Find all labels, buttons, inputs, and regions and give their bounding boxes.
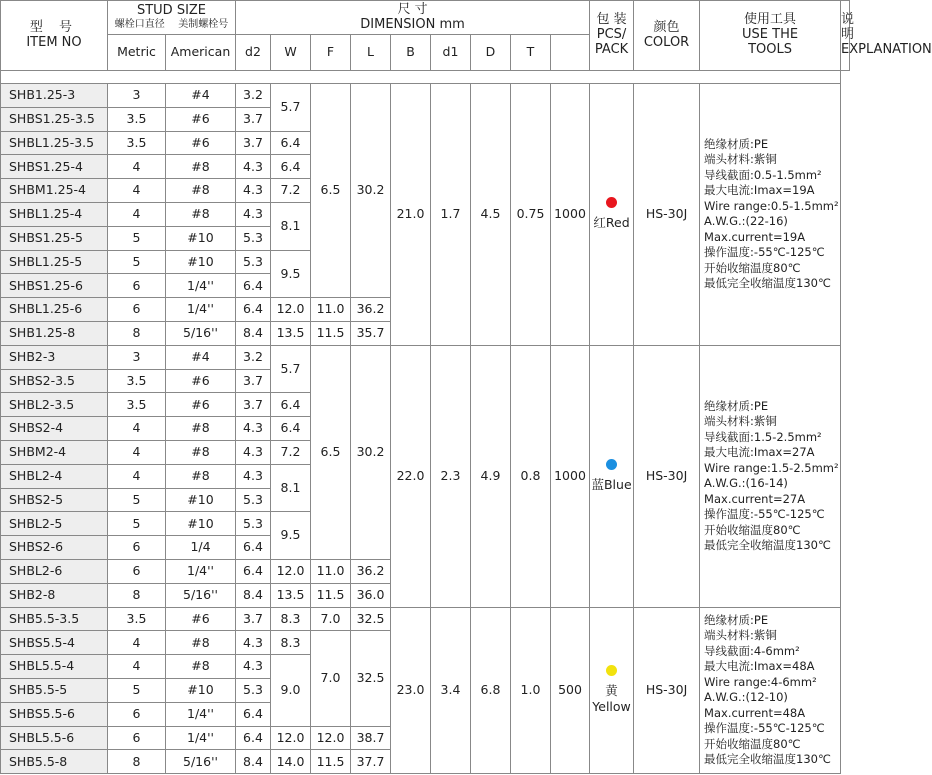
metric: 3.5 <box>108 607 166 631</box>
f-value: 11.5 <box>311 321 351 345</box>
col-tools <box>700 1 841 71</box>
t-value: 1.0 <box>511 607 551 774</box>
tool-value: HS-30J <box>634 345 700 607</box>
stud-american-zh: 美制螺栓号 <box>178 19 229 31</box>
expl-line: 最大电流:Imax=19A <box>704 183 815 198</box>
item-no: SHBL2-3.5 <box>1 393 108 417</box>
american: #8 <box>166 179 236 203</box>
table-row <box>1 607 850 631</box>
d2: 6.4 <box>236 559 271 583</box>
stud-metric-zh: 螺栓口直径 <box>114 19 165 31</box>
pack-en1: PCS/ <box>596 27 627 43</box>
d2: 3.7 <box>236 131 271 155</box>
b-value: 23.0 <box>391 607 431 774</box>
l-value: 36.0 <box>351 583 391 607</box>
d1-value: 1.7 <box>431 84 471 346</box>
expl-line: 端头材料:紫铜 <box>704 152 777 167</box>
american: #10 <box>166 488 236 512</box>
item-no: SHBS1.25-6 <box>1 274 108 298</box>
american: 1/4 <box>166 536 236 560</box>
expl-line: 导线截面:0.5-1.5mm² <box>704 167 822 182</box>
l-value: 36.2 <box>351 298 391 322</box>
item-no: SHBL5.5-4 <box>1 655 108 679</box>
item-no: SHBS5.5-4 <box>1 631 108 655</box>
american: #8 <box>166 440 236 464</box>
item-no: SHBL5.5-6 <box>1 726 108 750</box>
american: 5/16'' <box>166 321 236 345</box>
item-no: SHBS1.25-3.5 <box>1 107 108 131</box>
f-value: 7.0 <box>311 631 351 726</box>
f-value: 11.0 <box>311 298 351 322</box>
american: #6 <box>166 369 236 393</box>
metric: 3.5 <box>108 107 166 131</box>
d2: 4.3 <box>236 155 271 179</box>
metric: 6 <box>108 536 166 560</box>
d2: 6.4 <box>236 274 271 298</box>
expl-line: A.W.G.:(16-14) <box>704 476 788 491</box>
w-value: 8.1 <box>271 464 311 512</box>
pack-en2: PACK <box>594 41 629 57</box>
item-no: SHBS2-3.5 <box>1 369 108 393</box>
metric: 4 <box>108 655 166 679</box>
l-value: 30.2 <box>351 345 391 559</box>
d2: 5.3 <box>236 512 271 536</box>
american: #6 <box>166 393 236 417</box>
d2: 4.3 <box>236 655 271 679</box>
f-value: 11.5 <box>311 750 351 774</box>
metric: 4 <box>108 155 166 179</box>
w-value: 7.2 <box>271 440 311 464</box>
col-l: L <box>351 35 391 71</box>
metric: 5 <box>108 250 166 274</box>
l-value: 36.2 <box>351 559 391 583</box>
expl-line: Max.current=48A <box>704 705 806 720</box>
f-value: 11.5 <box>311 583 351 607</box>
w-value: 8.3 <box>271 607 311 631</box>
item-no: SHB5.5-3.5 <box>1 607 108 631</box>
d2: 3.7 <box>236 107 271 131</box>
expl-line: 绝缘材质:PE <box>704 136 769 151</box>
col-stud-size <box>108 1 236 35</box>
expl-line: 导线截面:4-6mm² <box>704 643 800 658</box>
american: #4 <box>166 84 236 108</box>
pack-zh: 包 装 <box>596 12 627 28</box>
expl-line: 开始收缩温度80℃ <box>704 260 801 275</box>
w-value: 13.5 <box>271 321 311 345</box>
l-value: 32.5 <box>351 607 391 631</box>
t-value: 0.75 <box>511 84 551 346</box>
t-value: 0.8 <box>511 345 551 607</box>
col-item <box>1 1 108 71</box>
metric: 4 <box>108 417 166 441</box>
metric: 3.5 <box>108 369 166 393</box>
col-metric: Metric <box>108 35 166 71</box>
l-value: 30.2 <box>351 84 391 298</box>
color-cell <box>590 607 634 774</box>
d2: 5.3 <box>236 488 271 512</box>
expl-line: Max.current=19A <box>704 229 806 244</box>
american: #10 <box>166 250 236 274</box>
american: #8 <box>166 155 236 179</box>
col-american: American <box>166 35 236 71</box>
color-zh: 颜色 <box>653 19 680 35</box>
metric: 4 <box>108 202 166 226</box>
american: #8 <box>166 417 236 441</box>
metric: 5 <box>108 678 166 702</box>
w-value: 6.4 <box>271 393 311 417</box>
tools-zh: 使用工具 <box>744 12 797 28</box>
l-value: 38.7 <box>351 726 391 750</box>
expl-line: 操作温度:-55℃-125℃ <box>704 507 825 522</box>
american: #8 <box>166 202 236 226</box>
d2: 3.7 <box>236 607 271 631</box>
metric: 5 <box>108 488 166 512</box>
d-value: 4.9 <box>471 345 511 607</box>
col-w: W <box>271 35 311 71</box>
w-value: 6.4 <box>271 155 311 179</box>
f-value: 11.0 <box>311 559 351 583</box>
item-no: SHBL1.25-3.5 <box>1 131 108 155</box>
item-no: SHBL1.25-5 <box>1 250 108 274</box>
american: 5/16'' <box>166 750 236 774</box>
american: 1/4'' <box>166 298 236 322</box>
pack-value: 1000 <box>551 345 590 607</box>
col-f: F <box>311 35 351 71</box>
w-value: 8.3 <box>271 631 311 655</box>
tool-value: HS-30J <box>634 84 700 346</box>
d2: 3.7 <box>236 393 271 417</box>
item-no: SHB2-8 <box>1 583 108 607</box>
pack-value: 500 <box>551 607 590 774</box>
d2: 4.3 <box>236 202 271 226</box>
item-no: SHBM2-4 <box>1 440 108 464</box>
metric: 3.5 <box>108 393 166 417</box>
tools-en1: USE THE <box>742 27 799 43</box>
expl-line: 绝缘材质:PE <box>704 612 769 627</box>
w-value: 13.5 <box>271 583 311 607</box>
item-no: SHB2-3 <box>1 345 108 369</box>
w-value: 9.5 <box>271 250 311 298</box>
w-value: 8.1 <box>271 202 311 250</box>
american: #6 <box>166 131 236 155</box>
item-no: SHBS2-6 <box>1 536 108 560</box>
american: #6 <box>166 607 236 631</box>
b-value: 21.0 <box>391 84 431 346</box>
american: 5/16'' <box>166 583 236 607</box>
d2: 6.4 <box>236 298 271 322</box>
d2: 4.3 <box>236 179 271 203</box>
color-en: Yellow <box>592 699 631 715</box>
metric: 3 <box>108 84 166 108</box>
d2: 6.4 <box>236 726 271 750</box>
item-no: SHBM1.25-4 <box>1 179 108 203</box>
expl-line: 端头材料:紫铜 <box>704 628 777 643</box>
expl-line: A.W.G.:(22-16) <box>704 214 788 229</box>
l-value: 35.7 <box>351 321 391 345</box>
expl-line: Wire range:0.5-1.5mm² <box>704 198 839 213</box>
item-no: SHBS1.25-4 <box>1 155 108 179</box>
expl-line: 最低完全收缩温度130℃ <box>704 752 831 767</box>
item-no: SHB5.5-8 <box>1 750 108 774</box>
tool-value: HS-30J <box>634 607 700 774</box>
metric: 5 <box>108 512 166 536</box>
f-value: 6.5 <box>311 345 351 559</box>
item-no-zh: 型 号 <box>29 19 79 35</box>
color-en: COLOR <box>643 34 690 50</box>
d2: 8.4 <box>236 583 271 607</box>
dimension-zh: 尺 寸 <box>397 1 428 17</box>
metric: 4 <box>108 464 166 488</box>
metric: 6 <box>108 702 166 726</box>
d1-value: 2.3 <box>431 345 471 607</box>
expl-line: 操作温度:-55℃-125℃ <box>704 245 825 260</box>
expl-line: 端头材料:紫铜 <box>704 414 777 429</box>
w-value: 6.4 <box>271 417 311 441</box>
d2: 4.3 <box>236 440 271 464</box>
color-en: Blue <box>603 477 632 493</box>
expl-line: 最大电流:Imax=48A <box>704 659 815 674</box>
w-value: 5.7 <box>271 345 311 393</box>
f-value: 7.0 <box>311 607 351 631</box>
item-no: SHBL1.25-6 <box>1 298 108 322</box>
d2: 4.3 <box>236 417 271 441</box>
table-row <box>1 84 850 108</box>
item-no: SHBS2-4 <box>1 417 108 441</box>
d2: 6.4 <box>236 702 271 726</box>
expl-line: Wire range:1.5-2.5mm² <box>704 460 839 475</box>
item-no: SHB5.5-5 <box>1 678 108 702</box>
d2: 3.2 <box>236 84 271 108</box>
color-cell <box>590 345 634 607</box>
metric: 4 <box>108 440 166 464</box>
expl-line: Max.current=27A <box>704 491 806 506</box>
item-no: SHBS5.5-6 <box>1 702 108 726</box>
d2: 5.3 <box>236 250 271 274</box>
w-value: 14.0 <box>271 750 311 774</box>
expl-line: 导线截面:1.5-2.5mm² <box>704 429 822 444</box>
american: 1/4'' <box>166 559 236 583</box>
american: 1/4'' <box>166 726 236 750</box>
expl-line: 操作温度:-55℃-125℃ <box>704 721 825 736</box>
color-cell <box>590 84 634 346</box>
american: #8 <box>166 464 236 488</box>
col-d: D <box>471 35 511 71</box>
color-zh: 红 <box>593 215 606 231</box>
metric: 3 <box>108 345 166 369</box>
dimension-en: DIMENSION mm <box>360 16 465 32</box>
expl-line: A.W.G.:(12-10) <box>704 690 788 705</box>
american: #8 <box>166 655 236 679</box>
item-no: SHB1.25-3 <box>1 84 108 108</box>
metric: 8 <box>108 583 166 607</box>
w-value: 7.2 <box>271 179 311 203</box>
l-value: 37.7 <box>351 750 391 774</box>
col-b: B <box>391 35 431 71</box>
color-zh: 蓝 <box>591 477 604 493</box>
expl-zh: 说明 <box>841 12 855 43</box>
american: #8 <box>166 631 236 655</box>
metric: 6 <box>108 559 166 583</box>
col-t: T <box>511 35 551 71</box>
explanation <box>700 345 841 607</box>
item-no: SHBL2-4 <box>1 464 108 488</box>
col-color <box>634 1 700 71</box>
w-value: 12.0 <box>271 298 311 322</box>
item-no: SHBL2-5 <box>1 512 108 536</box>
table-row <box>1 345 850 369</box>
d2: 4.3 <box>236 631 271 655</box>
col-explanation <box>841 1 932 71</box>
header-spacer <box>1 71 841 84</box>
color-zh: 黄 <box>605 683 618 699</box>
expl-line: 最低完全收缩温度130℃ <box>704 276 831 291</box>
w-value: 9.0 <box>271 655 311 726</box>
item-no-en: ITEM NO <box>26 34 82 50</box>
american: #10 <box>166 512 236 536</box>
w-value: 12.0 <box>271 726 311 750</box>
d2: 3.2 <box>236 345 271 369</box>
red-dot-icon <box>606 197 617 208</box>
tools-en2: TOOLS <box>748 41 792 57</box>
color-en: Red <box>605 215 630 231</box>
col-pack <box>590 1 634 71</box>
metric: 6 <box>108 274 166 298</box>
explanation <box>700 84 841 346</box>
american: 1/4'' <box>166 274 236 298</box>
expl-en: EXPLANATION <box>841 41 932 57</box>
d2: 6.4 <box>236 536 271 560</box>
col-d2: d2 <box>236 35 271 71</box>
d-value: 6.8 <box>471 607 511 774</box>
d1-value: 3.4 <box>431 607 471 774</box>
d-value: 4.5 <box>471 84 511 346</box>
american: #10 <box>166 678 236 702</box>
d2: 5.3 <box>236 226 271 250</box>
col-dimension <box>236 1 590 35</box>
expl-line: 开始收缩温度80℃ <box>704 736 801 751</box>
f-value: 12.0 <box>311 726 351 750</box>
b-value: 22.0 <box>391 345 431 607</box>
w-value: 12.0 <box>271 559 311 583</box>
yellow-dot-icon <box>606 665 617 676</box>
american: 1/4'' <box>166 702 236 726</box>
expl-line: Wire range:4-6mm² <box>704 674 817 689</box>
stud-size-en: STUD SIZE <box>136 3 207 19</box>
item-no: SHB1.25-8 <box>1 321 108 345</box>
item-no: SHBS2-5 <box>1 488 108 512</box>
item-no: SHBS1.25-5 <box>1 226 108 250</box>
expl-line: 最低完全收缩温度130℃ <box>704 538 831 553</box>
d2: 5.3 <box>236 678 271 702</box>
f-value: 6.5 <box>311 84 351 298</box>
item-no: SHBL1.25-4 <box>1 202 108 226</box>
item-no: SHBL2-6 <box>1 559 108 583</box>
expl-line: 最大电流:Imax=27A <box>704 445 815 460</box>
w-value: 6.4 <box>271 131 311 155</box>
american: #6 <box>166 107 236 131</box>
d2: 8.4 <box>236 321 271 345</box>
explanation <box>700 607 841 774</box>
metric: 3.5 <box>108 131 166 155</box>
metric: 4 <box>108 179 166 203</box>
d2: 4.3 <box>236 464 271 488</box>
w-value: 9.5 <box>271 512 311 560</box>
metric: 5 <box>108 226 166 250</box>
pack-value: 1000 <box>551 84 590 346</box>
d2: 8.4 <box>236 750 271 774</box>
expl-line: 开始收缩温度80℃ <box>704 522 801 537</box>
metric: 4 <box>108 631 166 655</box>
american: #10 <box>166 226 236 250</box>
american: #4 <box>166 345 236 369</box>
metric: 8 <box>108 750 166 774</box>
metric: 8 <box>108 321 166 345</box>
l-value: 32.5 <box>351 631 391 726</box>
w-value: 5.7 <box>271 84 311 132</box>
blue-dot-icon <box>606 459 617 470</box>
expl-line: 绝缘材质:PE <box>704 398 769 413</box>
metric: 6 <box>108 298 166 322</box>
d2: 3.7 <box>236 369 271 393</box>
metric: 6 <box>108 726 166 750</box>
col-d1: d1 <box>431 35 471 71</box>
